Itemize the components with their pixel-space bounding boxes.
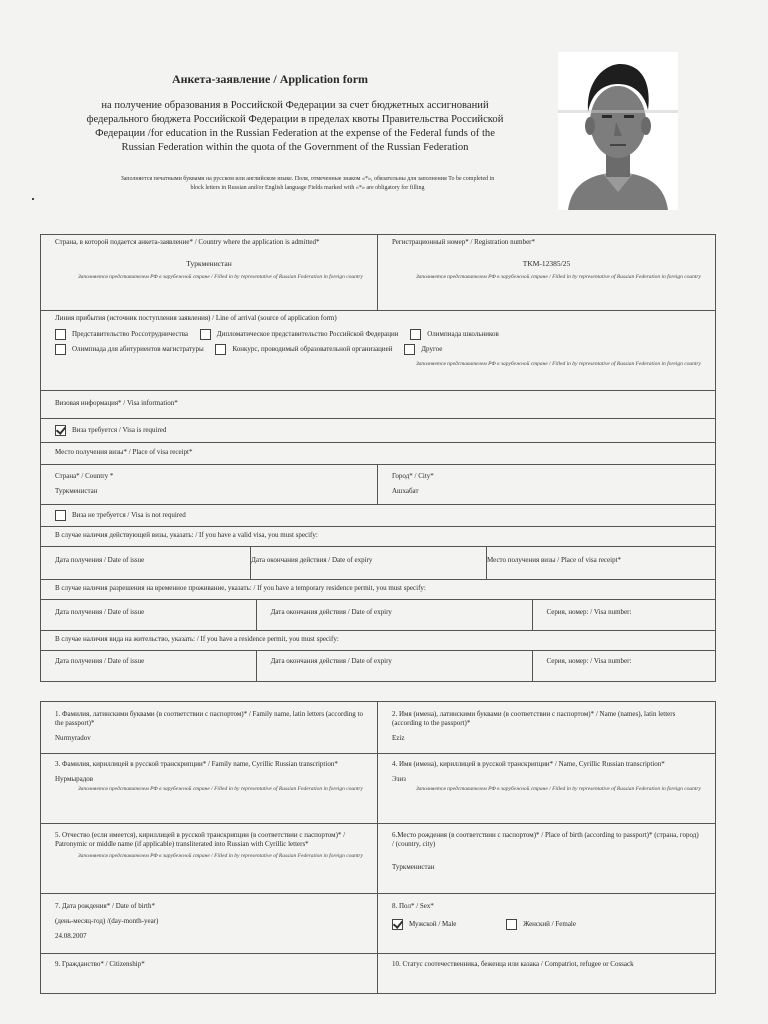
given-name-cyrillic-note: Заполняется представителем РФ в зарубежной стране / Filled in by representative of Russian Federation in foreign country bbox=[415, 786, 701, 792]
application-country-cell bbox=[41, 235, 378, 311]
application-country-note: Заполняется представителем РФ в зарубежной стране / Filled in by representative of Russian Federation in foreign country bbox=[77, 274, 363, 280]
citizenship-label: 9. Гражданство* / Citizenship* bbox=[41, 954, 378, 994]
compatriot-status-label: 10. Статус соотечественника, беженца или казака / Compatriot, refugee or Cossack bbox=[378, 954, 716, 994]
arrival-note: Заполняется представителем РФ в зарубежной стране / Filled in by representative of Russian Federation in foreign country bbox=[415, 361, 701, 367]
residence-permit-label: В случае наличия вида на жительство, указать: / If you have a residence permit, you must specify: bbox=[41, 631, 716, 651]
given-name-cyrillic-value[interactable]: Эзиз bbox=[392, 775, 406, 783]
visa-not-required-option[interactable]: Виза не требуется / Visa is not required bbox=[41, 505, 716, 527]
place-of-birth-cell bbox=[378, 824, 716, 894]
visa-info-label: Визовая информация* / Visa information* bbox=[41, 391, 716, 419]
application-country-value[interactable]: Туркменистан bbox=[186, 259, 232, 268]
given-name-latin-value[interactable]: Eziz bbox=[392, 734, 405, 742]
arrival-options-row-1 bbox=[55, 329, 701, 340]
place-of-birth-value[interactable]: Туркменистан bbox=[392, 863, 435, 871]
checkbox-icon[interactable] bbox=[55, 510, 66, 521]
date-of-birth-cell bbox=[41, 894, 378, 954]
arrival-option-olympiad-masters[interactable]: Олимпиада для абитуриентов магистратуры bbox=[55, 344, 204, 355]
valid-visa-label: В случае наличия действующей визы, указать: / If you have a valid visa, you must specify: bbox=[41, 527, 716, 547]
visa-city-label: Город* / City* bbox=[392, 472, 434, 480]
sex-label: 8. Пол* / Sex* bbox=[392, 902, 434, 910]
checkbox-icon[interactable] bbox=[215, 344, 226, 355]
visa-country-label: Страна* / Country * bbox=[55, 472, 114, 480]
sex-option-female[interactable]: Женский / Female bbox=[506, 919, 576, 930]
visa-expiry-date[interactable]: Дата окончания действия / Date of expiry bbox=[251, 547, 487, 579]
family-name-cyrillic-value[interactable]: Нурмырадов bbox=[55, 775, 94, 783]
visa-city-cell bbox=[378, 465, 716, 505]
place-of-birth-label: 6.Место рождения (в соответствии с паспортом)* / Place of birth (according to passport)* (страна, город) / (country, city) bbox=[392, 831, 699, 848]
arrival-options-row-2 bbox=[55, 344, 701, 355]
checkbox-icon[interactable] bbox=[200, 329, 211, 340]
temp-residence-expiry-date[interactable]: Дата окончания действия / Date of expiry bbox=[257, 600, 533, 630]
form-title: Анкета-заявление / Application form bbox=[171, 72, 369, 86]
temp-residence-issue-date[interactable]: Дата получения / Date of issue bbox=[41, 600, 257, 630]
arrival-option-contest[interactable]: Конкурс, проводимый образовательной организацией bbox=[215, 344, 392, 355]
family-name-latin-label: 1. Фамилия, латинскими буквами (в соответствии с паспортом)* / Family name, latin letters (according to the passport)* bbox=[55, 710, 363, 727]
patronymic-cell bbox=[41, 824, 378, 894]
personal-data-table bbox=[40, 701, 716, 994]
checkbox-icon[interactable] bbox=[404, 344, 415, 355]
visa-issue-date[interactable]: Дата получения / Date of issue bbox=[41, 547, 251, 579]
form-instructions: Заполняется печатными буквами на русском или английском языке. Поля, отмеченные знаком «*», обязательны для заполнения To be completed in block letters in Russian and/or English language Fields marked with «*» are obligatory for filling bbox=[120, 176, 495, 191]
checkbox-checked-icon[interactable] bbox=[392, 919, 403, 930]
family-name-cyrillic-label: 3. Фамилия, кириллицей в русской транскрипции* / Family name, Cyrillic Russian transcription* bbox=[55, 760, 338, 768]
checkbox-icon[interactable] bbox=[55, 344, 66, 355]
given-name-latin-label: 2. Имя (имена), латинскими буквами (в соответствии с паспортом)* / Name (names), latin letters (according to the passport)* bbox=[392, 710, 676, 727]
visa-place-label: Место получения визы* / Place of visa receipt* bbox=[41, 443, 716, 465]
registration-number-note: Заполняется представителем РФ в зарубежной стране / Filled in by representative of Russian Federation in foreign country bbox=[415, 274, 701, 280]
date-of-birth-label: 7. Дата рождения* / Date of birth* bbox=[55, 902, 155, 910]
registration-number-value[interactable]: TKM-12385/25 bbox=[522, 259, 571, 268]
residence-permit-issue-date[interactable]: Дата получения / Date of issue bbox=[41, 651, 257, 681]
checkbox-icon[interactable] bbox=[55, 329, 66, 340]
family-name-cyrillic-cell bbox=[41, 754, 378, 824]
checkbox-checked-icon[interactable] bbox=[55, 425, 66, 436]
family-name-latin-value[interactable]: Nurmyradov bbox=[55, 734, 91, 742]
visa-required-option[interactable]: Виза требуется / Visa is required bbox=[41, 419, 716, 443]
patronymic-label: 5. Отчество (если имеется), кириллицей в русской транскрипции (в соответствии с паспортом)* / Patronymic or middle name (if applicable) transliterated into Russian with Cyrillic letters* bbox=[55, 831, 346, 848]
applicant-photo bbox=[558, 52, 678, 210]
arrival-option-olympiad-school[interactable]: Олимпиада школьников bbox=[410, 329, 499, 340]
arrival-line-cell bbox=[41, 311, 716, 391]
residence-permit-number[interactable]: Серия, номер: / Visa number: bbox=[546, 657, 632, 665]
temp-residence-label: В случае наличия разрешения на временное проживание, указать: / If you have a temporary residence permit, you must specify: bbox=[41, 580, 716, 600]
checkbox-icon[interactable] bbox=[410, 329, 421, 340]
sex-option-male[interactable]: Мужской / Male bbox=[392, 919, 456, 930]
visa-country-cell bbox=[41, 465, 378, 505]
registration-number-label: Регистрационный номер* / Registration number* bbox=[392, 238, 536, 246]
application-country-label: Страна, в которой подается анкета-заявление* / Country where the application is admitted* bbox=[55, 238, 320, 246]
date-of-birth-value[interactable]: 24.08.2007 bbox=[55, 932, 87, 940]
visa-country-value[interactable]: Туркменистан bbox=[55, 487, 98, 495]
checkbox-icon[interactable] bbox=[506, 919, 517, 930]
family-name-cyrillic-note: Заполняется представителем РФ в зарубежной стране / Filled in by representative of Russian Federation in foreign country bbox=[77, 786, 363, 792]
given-name-cyrillic-label: 4. Имя (имена), кириллицей в русской транскрипции* / Name, Cyrillic Russian transcription* bbox=[392, 760, 665, 768]
visa-city-value[interactable]: Ашхабат bbox=[392, 487, 419, 495]
arrival-option-other[interactable]: Другое bbox=[404, 344, 442, 355]
given-name-latin-cell bbox=[378, 702, 716, 754]
given-name-cyrillic-cell bbox=[378, 754, 716, 824]
arrival-option-diplomatic[interactable]: Дипломатическое представительство Российской Федерации bbox=[200, 329, 399, 340]
date-of-birth-format: (день-месяц-год) /(day-month-year) bbox=[55, 917, 159, 925]
patronymic-note: Заполняется представителем РФ в зарубежной стране / Filled in by representative of Russian Federation in foreign country bbox=[77, 853, 363, 859]
temp-residence-number[interactable]: Серия, номер: / Visa number: bbox=[546, 608, 632, 616]
arrival-line-label: Линия прибытия (источник поступления заявления) / Line of arrival (source of application form) bbox=[55, 314, 337, 322]
form-subtitle: на получение образования в Российской Федерации за счет бюджетных ассигнований федерального бюджета Российской Федерации в пределах квоты Правительства Российской Федерации /for education in the Russian Federation at the expense of the Federal funds of the Russian Federation within the quota of the Government of the Russian Federation bbox=[86, 100, 504, 153]
arrival-option-rossotrudnichestvo[interactable]: Представительство Россотрудничества bbox=[55, 329, 188, 340]
visa-receipt-place[interactable]: Место получения визы / Place of visa receipt* bbox=[487, 556, 622, 564]
application-info-table bbox=[40, 234, 716, 682]
registration-number-cell bbox=[378, 235, 716, 311]
sex-cell bbox=[378, 894, 716, 954]
scan-speck bbox=[32, 198, 34, 200]
residence-permit-expiry-date[interactable]: Дата окончания действия / Date of expiry bbox=[257, 651, 533, 681]
family-name-latin-cell bbox=[41, 702, 378, 754]
